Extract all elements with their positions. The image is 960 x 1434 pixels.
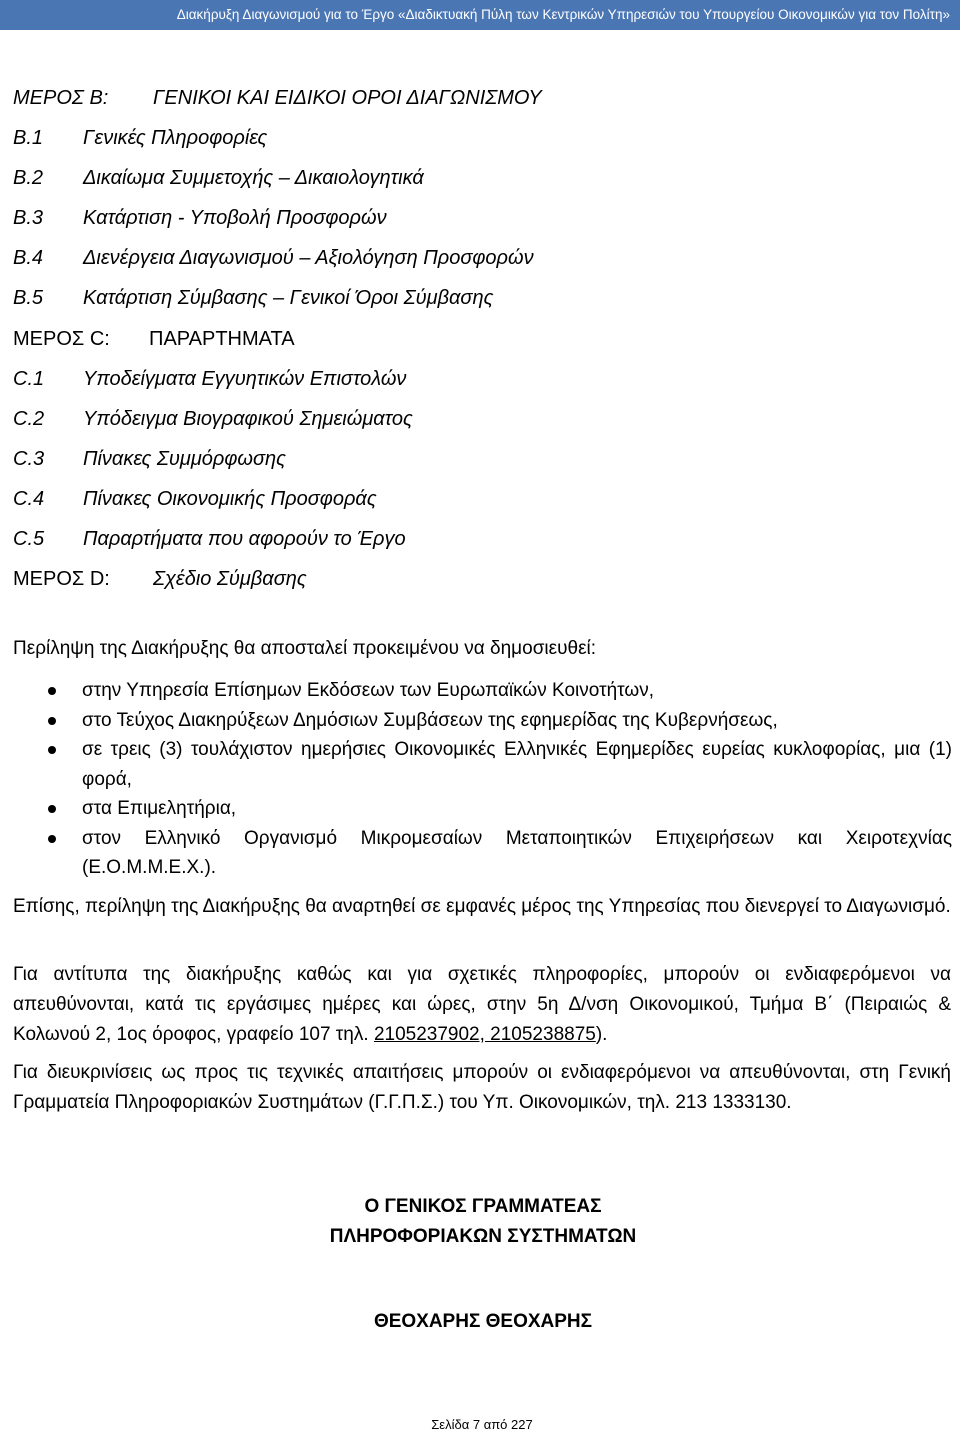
toc-code: ΜΕΡΟΣ C: [13, 327, 110, 350]
paragraph-copies [13, 960, 951, 1050]
toc-item [13, 244, 943, 284]
toc-code: C.2 [13, 407, 45, 430]
toc-item [13, 405, 943, 445]
toc-code: ΜΕΡΟΣ Β: [13, 87, 109, 109]
toc-item [13, 525, 943, 565]
toc-item [13, 124, 943, 164]
toc-code: ΜΕΡΟΣ D: [13, 568, 110, 591]
toc-code: Β.5 [13, 287, 44, 310]
toc-part-b [13, 84, 943, 124]
toc-title: Δικαίωμα Συμμετοχής – Δικαιολογητικά [83, 167, 424, 190]
list-item [48, 735, 952, 794]
header-title: Διακήρυξη Διαγωνισμού για το Έργο «Διαδικτυακή Πύλη των Κεντρικών Υπηρεσιών του Υπουργείου Οικονομικών για τον Πολίτη» [176, 7, 950, 22]
bullet-icon [48, 746, 56, 754]
toc-part-c [13, 325, 943, 365]
list-item-text: στο Τεύχος Διακηρύξεων Δημόσιων Συμβάσεων της εφημερίδας της Κυβερνήσεως, [82, 709, 778, 731]
toc-part-d [13, 565, 943, 605]
list-item-text: στην Υπηρεσία Επίσημων Εκδόσεων των Ευρωπαϊκών Κοινοτήτων, [82, 680, 654, 701]
list-item [48, 794, 952, 824]
signature-title-line1: Ο ΓΕΝΙΚΟΣ ΓΡΑΜΜΑΤΕΑΣ [364, 1196, 602, 1217]
toc-title: Πίνακες Συμμόρφωσης [83, 447, 286, 470]
paragraph-copies-end: ). [595, 1024, 608, 1045]
toc-title: Κατάρτιση Σύμβασης – Γενικοί Όροι Σύμβασης [83, 287, 494, 310]
bullet-icon [48, 717, 56, 725]
bullet-icon [48, 687, 56, 695]
list-item-text: στον Ελληνικό Οργανισμό Μικρομεσαίων Μεταποιητικών Επιχειρήσεων και Χειροτεχνίας (Ε.Ο.Μ.Μ.Ε.Χ.). [82, 827, 952, 878]
list-item [48, 676, 952, 706]
list-item [48, 706, 952, 736]
page-number: Σελίδα 7 από 227 [431, 1417, 533, 1432]
toc-title: Υποδείγματα Εγγυητικών Επιστολών [83, 367, 407, 390]
toc-code: C.5 [13, 528, 45, 551]
toc-item [13, 445, 943, 485]
toc-title: Υπόδειγμα Βιογραφικού Σημειώματος [83, 407, 413, 430]
toc-code: Β.3 [13, 207, 44, 230]
summary-intro: Περίληψη της Διακήρυξης θα αποσταλεί προκειμένου να δημοσιευθεί: [13, 638, 597, 659]
list-item-text: σε τρεις (3) τουλάχιστον ημερήσιες Οικονομικές Ελληνικές Εφημερίδες ευρείας κυκλοφορίας, μια (1) φορά, [82, 739, 952, 790]
toc-item [13, 284, 943, 324]
toc-code: C.4 [13, 487, 45, 510]
bullet-icon [48, 805, 56, 813]
toc-item [13, 164, 943, 204]
toc-title: Διενέργεια Διαγωνισμού – Αξιολόγηση Προσφορών [83, 247, 534, 270]
toc-item [13, 365, 943, 405]
toc-title: Παραρτήματα που αφορούν το Έργο [83, 528, 406, 551]
toc-title: Γενικές Πληροφορίες [83, 127, 268, 150]
toc-code: C.1 [13, 367, 45, 390]
bullet-icon [48, 835, 56, 843]
toc-code: C.3 [13, 447, 45, 470]
toc-title: ΠΑΡΑΡΤΗΜΑΤΑ [149, 327, 295, 350]
phone-numbers: 2105237902, 2105238875 [373, 1024, 596, 1045]
page-footer [0, 1417, 960, 1433]
toc-item [13, 204, 943, 244]
toc-code: Β.2 [13, 167, 44, 190]
list-item-text: στα Επιμελητήρια, [82, 798, 237, 819]
toc-title: Κατάρτιση - Υποβολή Προσφορών [83, 207, 387, 230]
toc-title: Σχέδιο Σύμβασης [153, 568, 307, 591]
document-header [0, 0, 960, 30]
toc-code: Β.4 [13, 247, 44, 270]
paragraph-copies-text: Για αντίτυπα της διακήρυξης καθώς και για σχετικές πληροφορίες, μπορούν οι ενδιαφερόμενοι να απευθύνονται, κατά τις εργάσιμες ημέρες και ώρες, στην 5η Δ/νση Οικονομικού, Τμήμα Β΄ (Πειραιώς & Κολωνού 2, 1ος όροφος, γραφείο 107 τηλ. [13, 964, 951, 1045]
list-item [48, 824, 952, 883]
toc-title: ΓΕΝΙΚΟΙ ΚΑΙ ΕΙΔΙΚΟΙ ΟΡΟΙ ΔΙΑΓΩΝΙΣΜΟΥ [153, 87, 542, 109]
toc-title: Πίνακες Οικονομικής Προσφοράς [83, 487, 377, 510]
table-of-contents [13, 84, 943, 605]
paragraph-clarifications: Για διευκρινίσεις ως προς τις τεχνικές απαιτήσεις μπορούν οι ενδιαφερόμενοι να απευθύνονται, στη Γενική Γραμματεία Πληροφοριακών Συστημάτων (Γ.Γ.Π.Σ.) του Υπ. Οικονομικών, τηλ. 213 1333130. [13, 1062, 951, 1113]
paragraph-posting: Επίσης, περίληψη της Διακήρυξης θα αναρτηθεί σε εμφανές μέρος της Υπηρεσίας που διενεργεί το Διαγωνισμό. [13, 896, 951, 917]
publication-list [48, 676, 952, 883]
toc-item [13, 485, 943, 525]
toc-code: Β.1 [13, 127, 44, 150]
signatory-name: ΘΕΟΧΑΡΗΣ ΘΕΟΧΑΡΗΣ [373, 1311, 593, 1332]
signature-title-line2: ΠΛΗΡΟΦΟΡΙΑΚΩΝ ΣΥΣΤΗΜΑΤΩΝ [329, 1226, 637, 1247]
